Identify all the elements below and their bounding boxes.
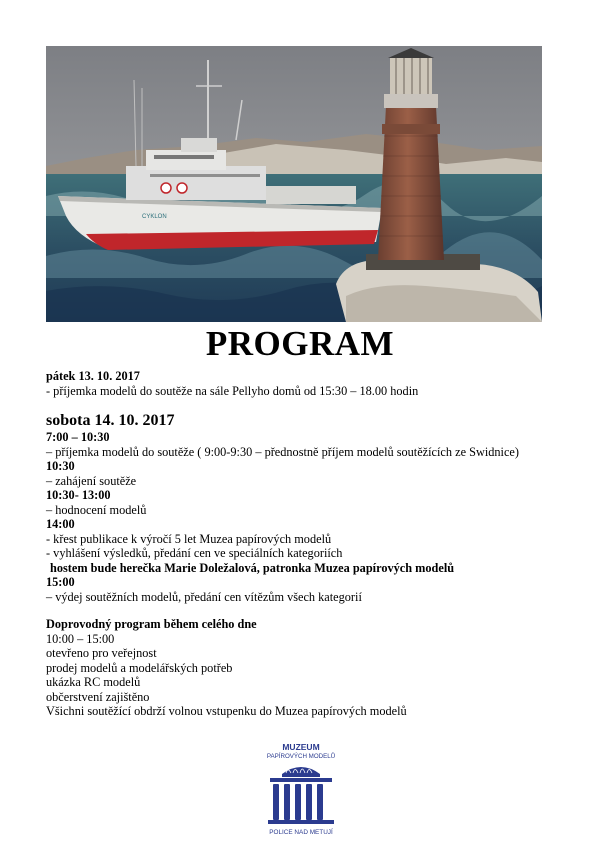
- side-program-item: ukázka RC modelů: [46, 675, 141, 689]
- side-program-item: prodej modelů a modelářských potřeb: [46, 660, 233, 675]
- program-content: [46, 369, 566, 719]
- ship-name: CYKLON: [142, 214, 167, 220]
- logo-line3: POLICE NAD METUJÍ: [269, 829, 333, 836]
- page-title: PROGRAM: [205, 324, 395, 363]
- day2-item: – příjemka modelů do soutěže ( 9:00-9:30 – přednostně příjem modelů soutěžících ze Swidnice): [46, 444, 519, 459]
- day2-item: – zahájení soutěže: [46, 473, 137, 488]
- museum-logo: [258, 740, 344, 838]
- day2-time: 10:30- 13:00: [46, 488, 111, 502]
- day2-time: 15:00: [46, 575, 75, 589]
- day1-heading: pátek 13. 10. 2017: [46, 369, 140, 383]
- side-program-item: Všichni soutěžící obdrží volnou vstupenku do Muzea papírových modelů: [46, 704, 407, 718]
- day2-item: - vyhlášení výsledků, předání cen ve speciálních kategoriích: [46, 546, 343, 560]
- day2-guest-note: hostem bude herečka Marie Doležalová, patronka Muzea papírových modelů: [50, 560, 455, 575]
- hero-photo: [46, 46, 542, 322]
- logo-line2: PAPÍROVÝCH MODELŮ: [266, 753, 336, 760]
- day2-heading: sobota 14. 10. 2017: [46, 412, 175, 429]
- day2-time: 14:00: [46, 517, 75, 531]
- side-program-heading: Doprovodný program během celého dne: [46, 617, 257, 631]
- day2-time: 10:30: [46, 459, 75, 473]
- side-program-item: otevřeno pro veřejnost: [46, 646, 157, 660]
- day2-time: 7:00 – 10:30: [46, 430, 110, 444]
- temple-icon: [268, 767, 334, 824]
- side-program-item: občerstvení zajištěno: [46, 689, 150, 704]
- side-program-item: 10:00 – 15:00: [46, 631, 115, 646]
- museum-logo-emblem: [258, 740, 344, 838]
- logo-line1: MUZEUM: [282, 742, 320, 752]
- ship-lighthouse-illustration: [46, 46, 542, 322]
- day1-item: - příjemka modelů do soutěže na sále Pellyho domů od 15:30 – 18.00 hodin: [46, 383, 419, 398]
- day2-item: – výdej soutěžních modelů, předání cen vítězům všech kategorií: [46, 589, 362, 604]
- day2-item: - křest publikace k výročí 5 let Muzea papírových modelů: [46, 531, 332, 546]
- day2-item: – hodnocení modelů: [46, 502, 147, 517]
